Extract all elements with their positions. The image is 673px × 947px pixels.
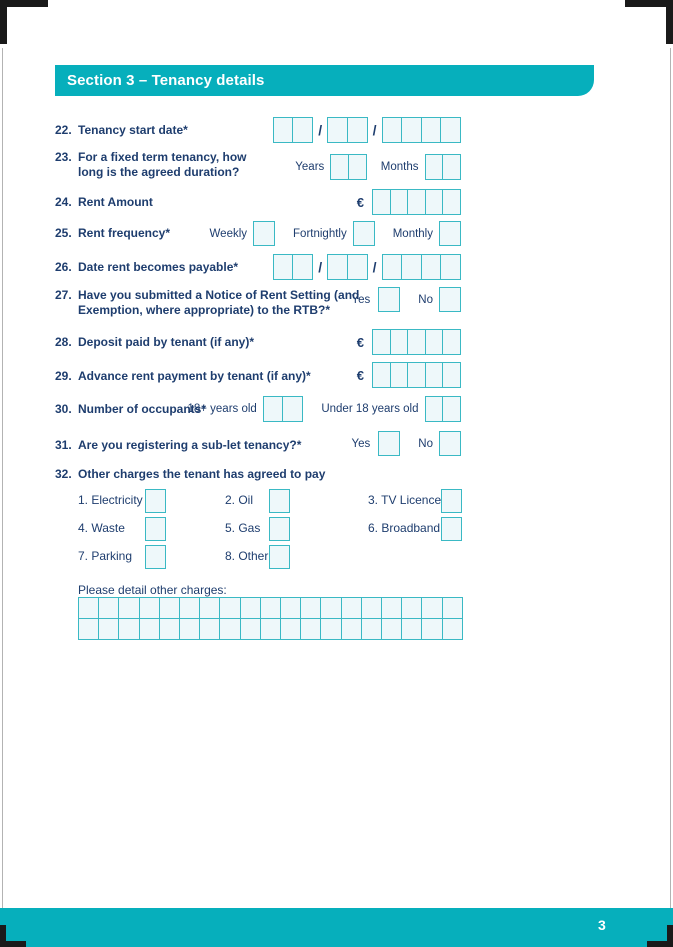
- other-charges-detail-grid: [78, 597, 463, 640]
- detail-other-charges-label: Please detail other charges:: [78, 583, 227, 597]
- input-cell[interactable]: [348, 154, 367, 180]
- q28-deposit-input: [357, 329, 461, 355]
- detail-grid-cell[interactable]: [301, 598, 321, 619]
- q31-number: 31.: [55, 438, 72, 452]
- detail-grid-cell[interactable]: [99, 619, 119, 639]
- input-cell[interactable]: [442, 329, 461, 355]
- charge-parking-label: 7. Parking: [78, 549, 133, 563]
- detail-grid-cell[interactable]: [261, 619, 281, 639]
- input-cell[interactable]: [407, 189, 426, 215]
- charge-electricity-checkbox[interactable]: [145, 489, 166, 513]
- detail-grid-cell[interactable]: [180, 619, 200, 639]
- q25-weekly-label: Weekly: [209, 227, 248, 240]
- charge-oil-checkbox[interactable]: [269, 489, 290, 513]
- q24-amount-input: [357, 189, 461, 215]
- charge-broadband-checkbox[interactable]: [441, 517, 462, 541]
- input-cell[interactable]: [263, 396, 284, 422]
- sublet-yes-checkbox[interactable]: [378, 431, 400, 456]
- q30-adults-label: 18+ years old: [187, 403, 257, 415]
- input-cell[interactable]: [407, 329, 426, 355]
- q27-yes-label: Yes: [351, 293, 371, 306]
- q23-months-cells: [425, 154, 462, 180]
- input-cell[interactable]: [273, 117, 294, 143]
- q25-number: 25.: [55, 226, 72, 240]
- section-header-band: [55, 65, 594, 96]
- charge-gas-label: 5. Gas: [225, 521, 261, 535]
- charge-electricity-label: 1. Electricity: [78, 493, 143, 507]
- q26-number: 26.: [55, 260, 72, 274]
- q31-no-label: No: [418, 437, 433, 450]
- input-cell[interactable]: [347, 254, 368, 280]
- detail-grid-cell[interactable]: [180, 598, 200, 619]
- input-cell[interactable]: [425, 189, 444, 215]
- charge-parking-checkbox[interactable]: [145, 545, 166, 569]
- rent-frequency-monthly-checkbox[interactable]: [439, 221, 461, 246]
- q30-occupants-input: [187, 396, 461, 422]
- q29-number: 29.: [55, 369, 72, 383]
- input-cell[interactable]: [372, 189, 391, 215]
- q26-year-cells: [382, 254, 462, 280]
- detail-grid-cell[interactable]: [422, 619, 442, 639]
- q26-date-input: [273, 254, 461, 280]
- q23-label: For a fixed term tenancy, how long is the agreed duration?: [78, 150, 247, 179]
- input-cell[interactable]: [390, 362, 409, 388]
- detail-grid-cell[interactable]: [261, 598, 281, 619]
- q23-number: 23.: [55, 150, 72, 164]
- q25-label: Rent frequency*: [78, 226, 171, 240]
- charge-other-checkbox[interactable]: [269, 545, 290, 569]
- section-title: Section 3 – Tenancy details: [67, 72, 265, 89]
- footer-band: [0, 908, 673, 947]
- input-cell[interactable]: [407, 362, 426, 388]
- q31-yes-label: Yes: [351, 437, 371, 450]
- q23-years-label: Years: [295, 161, 325, 173]
- input-cell[interactable]: [421, 254, 442, 280]
- detail-grid-cell[interactable]: [160, 598, 180, 619]
- crop-mark-bottom-right: [647, 941, 673, 947]
- q23-duration-input: [295, 154, 461, 180]
- input-cell[interactable]: [327, 117, 348, 143]
- detail-grid-cell[interactable]: [99, 598, 119, 619]
- detail-grid-row: [79, 619, 462, 639]
- detail-grid-cell[interactable]: [342, 619, 362, 639]
- page-edge-left: [2, 48, 3, 908]
- charge-tv-licence-label: 3. TV Licence: [368, 493, 442, 507]
- q30-adults-cells: [263, 396, 304, 422]
- date-separator: /: [372, 259, 377, 275]
- detail-grid-cell[interactable]: [140, 598, 160, 619]
- q31-label: Are you registering a sub-let tenancy?*: [78, 438, 302, 452]
- q27-yes-no: [352, 287, 461, 312]
- detail-grid-cell[interactable]: [140, 619, 160, 639]
- input-cell[interactable]: [442, 362, 461, 388]
- q22-day-cells: [273, 117, 314, 143]
- q26-day-cells: [273, 254, 314, 280]
- q28-deposit-cells: [372, 329, 461, 355]
- detail-grid-row: [79, 598, 462, 619]
- detail-grid-cell[interactable]: [362, 619, 382, 639]
- input-cell[interactable]: [327, 254, 348, 280]
- q30-label: Number of occupants*: [78, 402, 207, 416]
- q29-advance-rent-input: [357, 362, 461, 388]
- q27-label: Have you submitted a Notice of Rent Setting (and Exemption, where appropriate) to the RTB?*: [78, 288, 360, 317]
- detail-grid-cell[interactable]: [342, 598, 362, 619]
- detail-grid-cell[interactable]: [443, 598, 462, 619]
- input-cell[interactable]: [292, 254, 313, 280]
- charge-oil-label: 2. Oil: [225, 493, 254, 507]
- input-cell[interactable]: [401, 254, 422, 280]
- detail-grid-cell[interactable]: [382, 598, 402, 619]
- input-cell[interactable]: [440, 254, 461, 280]
- input-cell[interactable]: [282, 396, 303, 422]
- q29-label: Advance rent payment by tenant (if any)*: [78, 369, 311, 383]
- input-cell[interactable]: [425, 154, 444, 180]
- q24-number: 24.: [55, 195, 72, 209]
- detail-grid-cell[interactable]: [382, 619, 402, 639]
- page-edge-right: [670, 48, 671, 908]
- detail-grid-cell[interactable]: [241, 619, 261, 639]
- detail-grid-cell[interactable]: [119, 619, 139, 639]
- charge-gas-checkbox[interactable]: [269, 517, 290, 541]
- input-cell[interactable]: [425, 362, 444, 388]
- q27-no-label: No: [418, 293, 433, 306]
- q29-advance-cells: [372, 362, 461, 388]
- q24-amount-cells: [372, 189, 461, 215]
- euro-symbol: €: [356, 367, 364, 383]
- q22-date-input: [273, 117, 461, 143]
- euro-symbol: €: [356, 334, 364, 350]
- detail-grid-cell[interactable]: [402, 598, 422, 619]
- input-cell[interactable]: [347, 117, 368, 143]
- q30-number: 30.: [55, 402, 72, 416]
- detail-grid-cell[interactable]: [321, 619, 341, 639]
- detail-grid-cell[interactable]: [79, 619, 99, 639]
- q23-years-cells: [330, 154, 367, 180]
- detail-grid-cell[interactable]: [281, 598, 301, 619]
- crop-mark-top-right-v: [666, 0, 673, 44]
- q25-monthly-label: Monthly: [392, 227, 433, 240]
- input-cell[interactable]: [425, 329, 444, 355]
- charge-broadband-label: 6. Broadband: [368, 521, 441, 535]
- q24-label: Rent Amount: [78, 195, 153, 209]
- q31-yes-no: [352, 431, 461, 456]
- date-separator: /: [318, 259, 323, 275]
- input-cell[interactable]: [440, 117, 461, 143]
- input-cell[interactable]: [372, 362, 391, 388]
- detail-grid-cell[interactable]: [301, 619, 321, 639]
- input-cell[interactable]: [442, 189, 461, 215]
- detail-grid-cell[interactable]: [79, 598, 99, 619]
- charge-tv-licence-checkbox[interactable]: [441, 489, 462, 513]
- input-cell[interactable]: [330, 154, 349, 180]
- input-cell[interactable]: [425, 396, 444, 422]
- q22-label: Tenancy start date*: [78, 123, 188, 137]
- q32-number: 32.: [55, 467, 72, 481]
- input-cell[interactable]: [382, 254, 403, 280]
- q22-number: 22.: [55, 123, 72, 137]
- q25-fortnightly-label: Fortnightly: [293, 227, 347, 240]
- q22-year-cells: [382, 117, 462, 143]
- detail-grid-cell[interactable]: [402, 619, 422, 639]
- detail-grid-cell[interactable]: [443, 619, 462, 639]
- date-separator: /: [372, 122, 377, 138]
- q22-month-cells: [327, 117, 368, 143]
- detail-grid-cell[interactable]: [281, 619, 301, 639]
- input-cell[interactable]: [421, 117, 442, 143]
- input-cell[interactable]: [442, 154, 461, 180]
- input-cell[interactable]: [292, 117, 313, 143]
- detail-grid-cell[interactable]: [119, 598, 139, 619]
- q32-label: Other charges the tenant has agreed to pay: [78, 467, 326, 481]
- notice-rent-setting-no-checkbox[interactable]: [439, 287, 461, 312]
- rent-frequency-fortnightly-checkbox[interactable]: [353, 221, 375, 246]
- input-cell[interactable]: [382, 117, 403, 143]
- q30-children-cells: [425, 396, 462, 422]
- page-number: 3: [598, 917, 606, 933]
- detail-grid-cell[interactable]: [220, 619, 240, 639]
- detail-grid-cell[interactable]: [422, 598, 442, 619]
- q23-months-label: Months: [380, 161, 419, 173]
- input-cell[interactable]: [390, 189, 409, 215]
- charge-other-label: 8. Other: [225, 549, 269, 563]
- detail-grid-cell[interactable]: [200, 598, 220, 619]
- detail-grid-cell[interactable]: [220, 598, 240, 619]
- crop-mark-top-left-v: [0, 0, 7, 44]
- q25-frequency-options: [210, 221, 461, 246]
- q28-number: 28.: [55, 335, 72, 349]
- crop-mark-bottom-left: [0, 941, 26, 947]
- date-separator: /: [318, 122, 323, 138]
- q26-month-cells: [327, 254, 368, 280]
- crop-mark-top-left: [0, 0, 48, 7]
- detail-grid-cell[interactable]: [241, 598, 261, 619]
- input-cell[interactable]: [390, 329, 409, 355]
- detail-grid-cell[interactable]: [321, 598, 341, 619]
- detail-grid-cell[interactable]: [200, 619, 220, 639]
- q30-children-label: Under 18 years old: [321, 403, 419, 415]
- input-cell[interactable]: [401, 117, 422, 143]
- input-cell[interactable]: [372, 329, 391, 355]
- input-cell[interactable]: [273, 254, 294, 280]
- detail-grid-cell[interactable]: [362, 598, 382, 619]
- q28-label: Deposit paid by tenant (if any)*: [78, 335, 255, 349]
- rent-frequency-weekly-checkbox[interactable]: [253, 221, 275, 246]
- euro-symbol: €: [356, 194, 364, 210]
- sublet-no-checkbox[interactable]: [439, 431, 461, 456]
- charge-waste-checkbox[interactable]: [145, 517, 166, 541]
- q26-label: Date rent becomes payable*: [78, 260, 239, 274]
- notice-rent-setting-yes-checkbox[interactable]: [378, 287, 400, 312]
- charge-waste-label: 4. Waste: [78, 521, 125, 535]
- q27-number: 27.: [55, 288, 72, 302]
- detail-grid-cell[interactable]: [160, 619, 180, 639]
- input-cell[interactable]: [442, 396, 461, 422]
